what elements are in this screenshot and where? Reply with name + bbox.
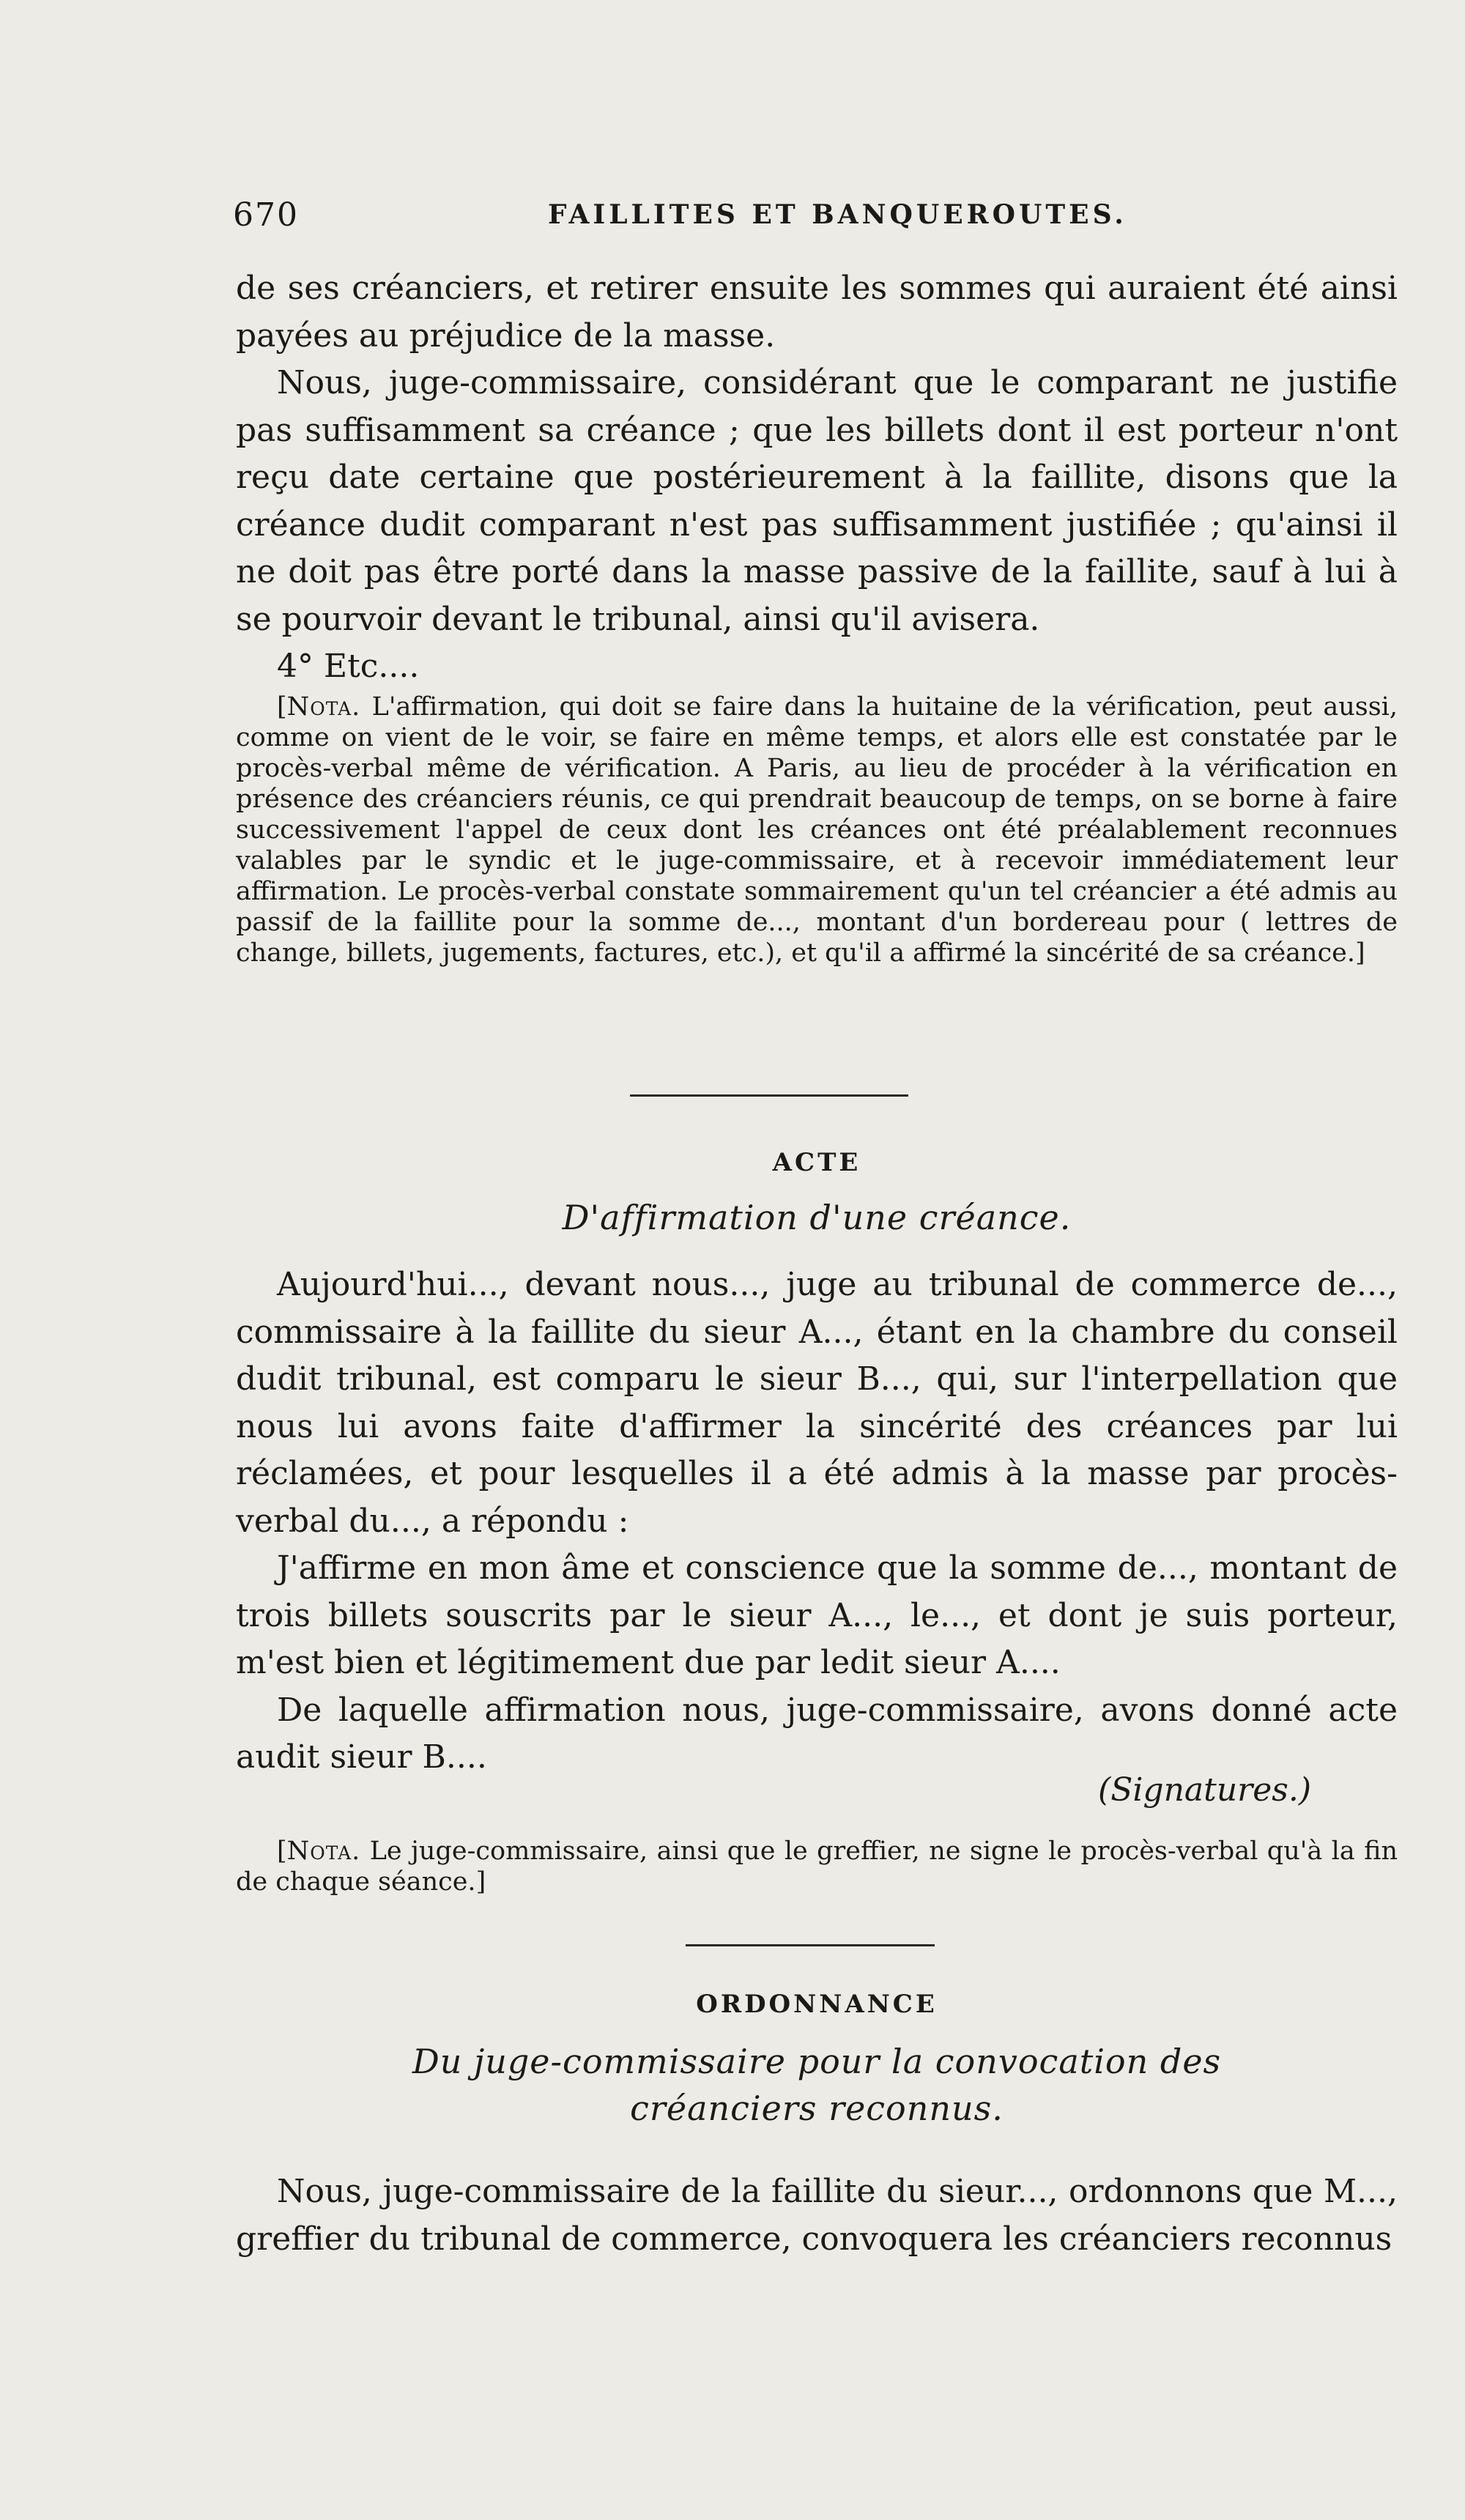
paragraph: J'affirme en mon âme et conscience que la somme de..., montant de trois billets souscrits par le sieur A..., le..., et dont je suis porteur, m'est bien et légitimement due par ledit sieur A.... [236, 1549, 1398, 1681]
paragraph: 4° Etc.... [277, 648, 420, 685]
section-title: Du juge-commissaire pour la convocation des créanciers reconnus. [412, 2042, 1222, 2128]
top-text-block [236, 265, 1398, 691]
nota-block [236, 692, 1398, 968]
signatures: (Signatures.) [1098, 1771, 1311, 1809]
page-header [233, 196, 1229, 240]
nota-label: Nota. [286, 1837, 361, 1866]
nota-paragraph: [Nota. Le juge-commissaire, ainsi que le greffier, ne signe le procès-verbal qu'à la fin de chaque séance.] [236, 1837, 1398, 1897]
acte-text-block [236, 1261, 1398, 1782]
section-label: ACTE [772, 1148, 861, 1177]
section-divider [686, 1944, 935, 1946]
paragraph: Aujourd'hui..., devant nous..., juge au tribunal de commerce de..., commissaire à la faillite du sieur A..., étant en la chambre du conseil dudit tribunal, est comparu le sieur B..., qui, sur l'interpellation que nous lui avons faite d'affirmer la sincérité des créances par lui réclamées, et pour lesquelles il a été admis à la masse par procès-verbal du..., a répondu : [236, 1266, 1398, 1540]
page-number: 670 [233, 196, 299, 234]
nota-text: Le juge-commissaire, ainsi que le greffier, ne signe le procès-verbal qu'à la fin de chaque séance. [236, 1837, 1398, 1897]
paragraph: Nous, juge-commissaire, considérant que le comparant ne justifie pas suffisamment sa créance ; que les billets dont il est porteur n'ont reçu date certaine que postérieurement à la faillite, disons que la créance dudit comparant n'est pas suffisamment justifiée ; qu'ainsi il ne doit pas être porté dans la masse passive de la faillite, sauf à lui à se pourvoir devant le tribunal, ainsi qu'il avisera. [236, 364, 1398, 638]
nota-block [236, 1836, 1398, 1897]
running-title: FAILLITES ET BANQUEROUTES. [548, 199, 1127, 230]
paragraph: de ses créanciers, et retirer ensuite les sommes qui auraient été ainsi payées au préjudice de la masse. [236, 270, 1398, 355]
ordonnance-text-block [236, 2168, 1398, 2263]
nota-paragraph: [Nota. L'affirmation, qui doit se faire dans la huitaine de la vérification, peut aussi, comme on vient de le voir, se faire en même temps, et alors elle est constatée par le procès-verbal même de vérification. A Paris, au lieu de procéder à la vérification en présence des créanciers réunis, ce qui prendrait beaucoup de temps, on se borne à faire successivement l'appel de ceux dont les créances ont été préalablement reconnues valables par le syndic et le juge-commissaire, et à recevoir immédiatement leur affirmation. Le procès-verbal constate sommairement qu'un tel créancier a été admis au passif de la faillite pour la somme de..., montant d'un bordereau pour ( lettres de change, billets, jugements, factures, etc.), et qu'il a affirmé la sincérité de sa créance.] [236, 692, 1398, 968]
nota-text: L'affirmation, qui doit se faire dans la huitaine de la vérification, peut aussi, comme on vient de le voir, se faire en même temps, et alors elle est constatée par le procès-verbal même de vérification. A Paris, au lieu de procéder à la vérification en présence des créanciers réunis, ce qui prendrait beaucoup de temps, on se borne à faire successivement l'appel de ceux dont les créances ont été préalablement reconnues valables par le syndic et le juge-commissaire, et à recevoir immédiatement leur affirmation. Le procès-verbal constate sommairement qu'un tel créancier a été admis au passif de la faillite pour la somme de..., montant d'un bordereau pour ( lettres de change, billets, jugements, factures, etc.), et qu'il a affirmé la sincérité de sa créance. [236, 692, 1398, 968]
paragraph: De laquelle affirmation nous, juge-commissaire, avons donné acte audit sieur B.... [236, 1691, 1398, 1776]
nota-label: Nota. [286, 692, 361, 722]
section-label: ORDONNANCE [696, 1990, 938, 2019]
paragraph: Nous, juge-commissaire de la faillite du sieur..., ordonnons que M..., greffier du tribunal de commerce, convoquera les créanciers reconnus [236, 2173, 1398, 2258]
section-title: D'affirmation d'une créance. [562, 1198, 1072, 1237]
section-divider [630, 1094, 908, 1097]
